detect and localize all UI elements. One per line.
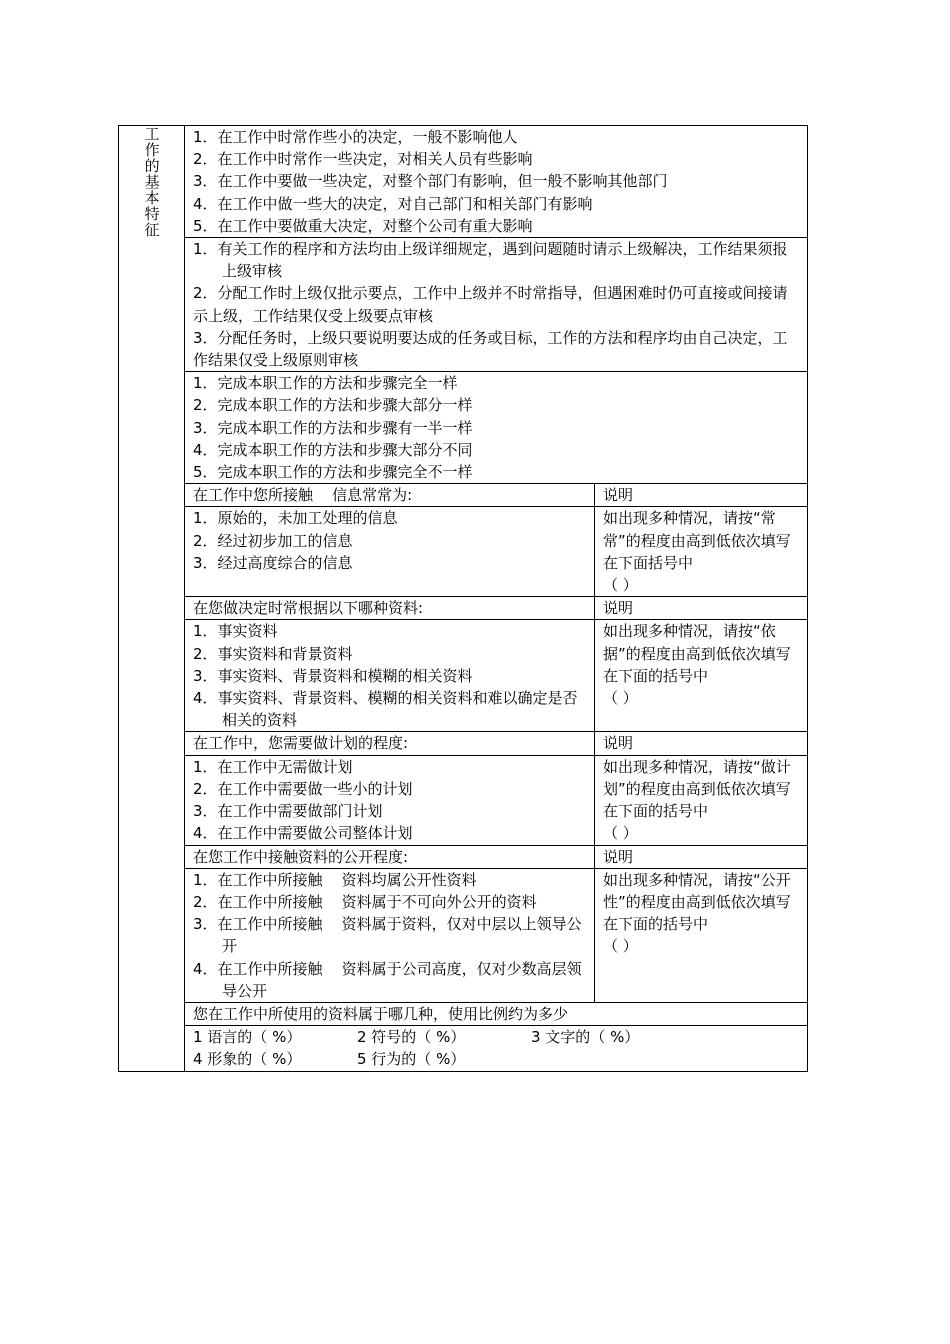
info-item: 1．原始的，未加工处理的信息 — [193, 509, 398, 528]
basis-item: 4．事实资料、背景资料、模糊的相关资料和难以确定是否相关的资料 — [193, 689, 578, 730]
decision-item: 5．在工作中要做重大决定，对整个公司有重大影响 — [193, 216, 533, 235]
usage-header: 您在工作中所使用的资料属于哪几种，使用比例约为多少 — [185, 1002, 808, 1025]
info-header: 在工作中您所接触 信息常常为: — [185, 484, 595, 507]
supervision-item: 2．分配工作时上级仅批示要点，工作中上级并不时常指导，但遇困难时仍可直接或间接请示上级，工作结果仅受上级要点审核 — [193, 284, 788, 325]
planning-item: 4．在工作中需要做公司整体计划 — [193, 824, 413, 843]
decision-section — [185, 126, 808, 238]
info-items — [185, 507, 595, 597]
method-item: 5．完成本职工作的方法和步骤完全不一样 — [193, 463, 473, 482]
basis-header: 在您做决定时常根据以下哪种资料: — [185, 597, 595, 620]
planning-items — [185, 755, 595, 845]
openness-note-cell — [595, 868, 808, 1002]
supervision-section — [185, 238, 808, 372]
openness-item: 1．在工作中所接触 资料均属公开性资料 — [193, 870, 477, 889]
basis-note: 如出现多种情况，请按“依据”的程度由高到低依次填写在下面的括号中 — [603, 622, 791, 685]
info-note-cell — [595, 507, 808, 597]
planning-bracket[interactable]: （ ） — [603, 824, 638, 843]
usage-row — [193, 1048, 799, 1070]
usage-row — [193, 1026, 799, 1048]
basis-note-cell — [595, 620, 808, 732]
usage-option[interactable]: 4 形象的（ %） — [193, 1050, 302, 1069]
openness-bracket[interactable]: （ ） — [603, 937, 638, 956]
openness-item: 3．在工作中所接触 资料属于资料，仅对中层以上领导公开 — [193, 915, 582, 956]
info-item: 3．经过高度综合的信息 — [193, 553, 353, 572]
basis-items — [185, 620, 595, 732]
basis-item: 3．事实资料、背景资料和模糊的相关资料 — [193, 666, 473, 685]
planning-note: 如出现多种情况，请按“做计划”的程度由高到低依次填写在下面的括号中 — [603, 757, 791, 821]
usage-options — [185, 1026, 808, 1071]
basis-note-header: 说明 — [595, 597, 808, 620]
usage-option[interactable]: 1 语言的（ %） — [193, 1028, 302, 1047]
supervision-item: 3．分配任务时，上级只要说明要达成的任务或目标，工作的方法和程序均由自己决定，工作结果仅受上级原则审核 — [193, 328, 788, 370]
decision-item: 1．在工作中时常作些小的决定，一般不影响他人 — [193, 128, 518, 146]
planning-note-header: 说明 — [595, 732, 808, 755]
method-section — [185, 372, 808, 484]
planning-note-cell — [595, 755, 808, 845]
basis-item: 2．事实资料和背景资料 — [193, 644, 353, 663]
usage-option[interactable]: 3 文字的（ %） — [531, 1028, 640, 1047]
planning-item: 3．在工作中需要做部门计划 — [193, 802, 383, 821]
info-note-header: 说明 — [595, 484, 808, 507]
side-label-cell — [119, 126, 185, 1072]
openness-items — [185, 868, 595, 1002]
openness-item: 4．在工作中所接触 资料属于公司高度，仅对少数高层领导公开 — [193, 959, 582, 1000]
info-bracket[interactable]: （ ） — [603, 576, 638, 595]
planning-header: 在工作中，您需要做计划的程度: — [185, 732, 595, 755]
decision-item: 3．在工作中要做一些决定，对整个部门有影响，但一般不影响其他部门 — [193, 172, 668, 191]
openness-note: 如出现多种情况，请按“公开性”的程度由高到低依次填写在下面的括号中 — [603, 870, 791, 934]
method-item: 1．完成本职工作的方法和步骤完全一样 — [193, 374, 458, 393]
info-item: 2．经过初步加工的信息 — [193, 531, 353, 550]
planning-item: 1．在工作中无需做计划 — [193, 757, 353, 776]
openness-note-header: 说明 — [595, 845, 808, 868]
decision-item: 4．在工作中做一些大的决定，对自己部门和相关部门有影响 — [193, 194, 593, 213]
basis-bracket[interactable]: （ ） — [603, 689, 638, 708]
usage-option[interactable]: 2 符号的（ %） — [357, 1028, 466, 1047]
basis-item: 1．事实资料 — [193, 622, 278, 641]
side-label: 工作的基本特征 — [142, 126, 161, 238]
decision-item: 2．在工作中时常作一些决定，对相关人员有些影响 — [193, 150, 533, 169]
method-item: 2．完成本职工作的方法和步骤大部分一样 — [193, 396, 473, 415]
planning-item: 2．在工作中需要做一些小的计划 — [193, 779, 413, 798]
info-note: 如出现多种情况，请按“常常”的程度由高到低依次填写在下面括号中 — [603, 509, 791, 572]
usage-option[interactable]: 5 行为的（ %） — [357, 1050, 466, 1069]
method-item: 3．完成本职工作的方法和步骤有一半一样 — [193, 418, 473, 437]
openness-item: 2．在工作中所接触 资料属于不可向外公开的资料 — [193, 892, 537, 911]
job-characteristics-table — [118, 125, 808, 1072]
method-item: 4．完成本职工作的方法和步骤大部分不同 — [193, 440, 473, 459]
supervision-item: 1．有关工作的程序和方法均由上级详细规定，遇到问题随时请示上级解决，工作结果须报上级审核 — [193, 240, 788, 281]
openness-header: 在您工作中接触资料的公开程度: — [185, 845, 595, 868]
